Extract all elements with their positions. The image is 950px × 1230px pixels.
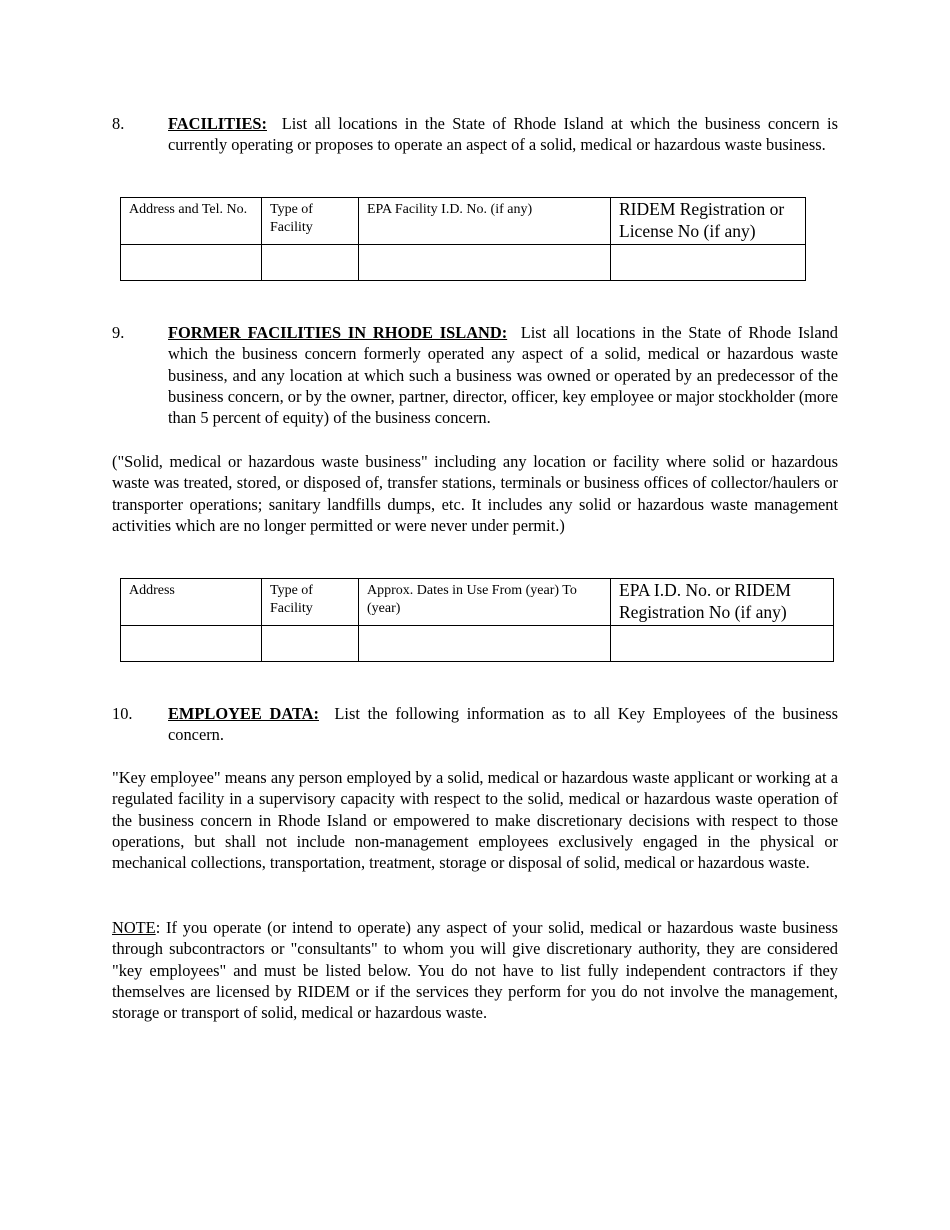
table-header-row <box>121 579 834 626</box>
section-9-heading: FORMER FACILITIES IN RHODE ISLAND: <box>168 323 508 342</box>
table-cell-input[interactable] <box>611 626 834 662</box>
table-cell-input[interactable] <box>121 245 262 281</box>
table-cell-input[interactable] <box>262 245 359 281</box>
col-header-type-facility: Type of Facility <box>262 198 359 245</box>
table-header-row <box>121 198 806 245</box>
table-cell-input[interactable] <box>121 626 262 662</box>
section-10-number: 10. <box>112 704 133 723</box>
former-facilities-table <box>120 578 834 662</box>
section-9-note: ("Solid, medical or hazardous waste business" including any location or facility where solid or hazardous waste was treated, stored, or disposed of, transfer stations, terminals or business offices of collector/haulers or transporter operations; sanitary landfills dumps, etc. It includes any solid or hazardous waste management activities which are no longer permitted or were never under permit.) <box>112 452 838 535</box>
section-10-heading: EMPLOYEE DATA: <box>168 704 319 723</box>
col-header-type-facility: Type of Facility <box>262 579 359 626</box>
section-9-body <box>168 322 838 428</box>
facilities-table <box>120 197 806 281</box>
table-cell-input[interactable] <box>262 626 359 662</box>
section-8-text: List all locations in the State of Rhode Island at which the business concern is currently operating or proposes to operate an aspect of a solid, medical or hazardous waste business. <box>168 114 838 155</box>
section-8-number: 8. <box>112 114 125 133</box>
section-8-body <box>168 113 838 156</box>
note-text: : If you operate (or intend to operate) any aspect of your solid, medical or hazardous waste business through subcontractors or "consultants" to whom you will give discretionary authority, they are considered "key employees" and must be listed below. You do not have to list fully independent contractors if they themselves are licensed by RIDEM or if the services they perform for you do not involve the management, storage or transport of solid, medical or hazardous waste. <box>112 918 838 1023</box>
col-header-address-tel: Address and Tel. No. <box>121 198 262 245</box>
section-10-text: List the following information as to all Key Employees of the business concern. <box>168 704 838 745</box>
section-10-body <box>168 703 838 746</box>
note-paragraph <box>112 917 838 1023</box>
table-cell-input[interactable] <box>611 245 806 281</box>
section-8-heading: FACILITIES: <box>168 114 267 133</box>
note-label: NOTE <box>112 918 156 937</box>
table-row <box>121 245 806 281</box>
section-9-text: List all locations in the State of Rhode Island which the business concern formerly operated any aspect of a solid, medical or hazardous waste business, and any location at which such a business was owned or operated by an predecessor of the business concern, or by the owner, partner, director, officer, key employee or major stockholder (more than 5 percent of equity) of the business concern. <box>168 323 838 428</box>
key-employee-definition: "Key employee" means any person employed by a solid, medical or hazardous waste applicant or working at a regulated facility in a supervisory capacity with respect to the solid, medical or hazardous waste operation of the business concern in Rhode Island or empowered to make discretionary decisions with respect to those operations, but shall not include non-management employees exclusively engaged in the physical or mechanical collections, transportation, treatment, storage or disposal of solid, medical or hazardous waste. <box>112 768 838 873</box>
table-row <box>121 626 834 662</box>
col-header-ridem-registration: RIDEM Registration or License No (if any) <box>611 198 806 245</box>
col-header-epa-ridem-id: EPA I.D. No. or RIDEM Registration No (if any) <box>611 579 834 626</box>
table-cell-input[interactable] <box>359 626 611 662</box>
col-header-approx-dates: Approx. Dates in Use From (year) To (year) <box>359 579 611 626</box>
col-header-address: Address <box>121 579 262 626</box>
col-header-epa-id: EPA Facility I.D. No. (if any) <box>359 198 611 245</box>
table-cell-input[interactable] <box>359 245 611 281</box>
section-9-number: 9. <box>112 323 125 342</box>
